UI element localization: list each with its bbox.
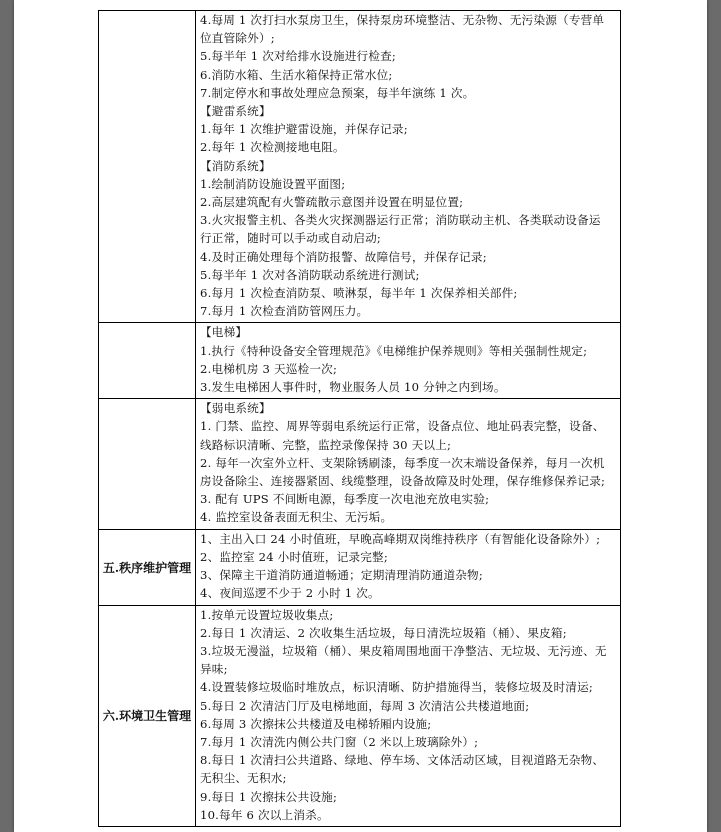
content-line: 【消防系统】 bbox=[200, 158, 271, 173]
category-cell bbox=[99, 399, 196, 529]
content-line: 线路标识清晰、完整，监控录像保持 30 天以上; bbox=[200, 437, 452, 452]
content-line: 1.绘制消防设施设置平面图; bbox=[200, 176, 346, 191]
content-line: 1.每年 1 次维护避雷设施，并保存记录; bbox=[200, 122, 408, 137]
content-cell bbox=[196, 399, 621, 529]
table-row bbox=[99, 323, 621, 399]
content-line: 3.发生电梯困人事件时，物业服务人员 10 分钟之内到场。 bbox=[200, 380, 506, 395]
content-line: 7.每月 1 次检查消防管网压力。 bbox=[200, 304, 369, 319]
content-line: 3.垃圾无漫溢，垃圾箱（桶）、果皮箱周围地面干净整洁、无垃圾、无污迹、无 bbox=[200, 643, 607, 658]
content-line: 7.每月 1 次清洗内侧公共门窗（2 米以上玻璃除外）; bbox=[200, 734, 479, 749]
content-line: 9.每日 1 次擦抹公共设施; bbox=[200, 789, 338, 804]
content-line: 1.执行《特种设备安全管理规范》《电梯维护保养规则》等相关强制性规定; bbox=[200, 343, 588, 358]
content-line: 2.高层建筑配有火警疏散示意图并设置在明显位置; bbox=[200, 195, 464, 210]
content-line: 2.电梯机房 3 天巡检一次; bbox=[200, 361, 338, 376]
document-page bbox=[14, 0, 707, 832]
content-line: 2. 每年一次室外立杆、支架除锈刷漆，每季度一次末端设备保养，每月一次机 bbox=[200, 455, 605, 470]
content-cell bbox=[196, 11, 621, 323]
content-line: 2、监控室 24 小时值班，记录完整; bbox=[200, 549, 388, 564]
content-line: 5.每半年 1 次对各消防联动系统进行测试; bbox=[200, 267, 420, 282]
content-line: 异味; bbox=[200, 662, 228, 677]
content-cell bbox=[196, 323, 621, 399]
content-line: 4.每周 1 次打扫水泵房卫生，保持泵房环境整洁、无杂物、无污染源（专营单 bbox=[200, 13, 605, 27]
content-line: 3. 配有 UPS 不间断电源，每季度一次电池充放电实验; bbox=[200, 492, 490, 507]
content-line: 2.每日 1 次清运、2 次收集生活垃圾，每日清洗垃圾箱（桶）、果皮箱; bbox=[200, 625, 567, 640]
content-line: 4.设置装修垃圾临时堆放点，标识清晰、防护措施得当，装修垃圾及时清运; bbox=[200, 680, 593, 695]
category-cell bbox=[99, 11, 196, 323]
content-line: 10.每年 6 次以上消杀。 bbox=[200, 807, 329, 822]
content-line: 位直管除外）; bbox=[200, 31, 275, 46]
content-line: 4.及时正确处理每个消防报警、故障信号，并保存记录; bbox=[200, 249, 487, 264]
category-cell bbox=[99, 323, 196, 399]
content-line: 行正常，随时可以手动或自动启动; bbox=[200, 231, 382, 246]
content-line: 1. 门禁、监控、周界等弱电系统运行正常，设备点位、地址码表完整，设备、 bbox=[200, 419, 605, 434]
content-line: 7.制定停水和事故处理应急预案，每半年演练 1 次。 bbox=[200, 85, 475, 100]
content-cell bbox=[196, 529, 621, 605]
content-line: 【电梯】 bbox=[200, 325, 248, 340]
table-row bbox=[99, 399, 621, 529]
content-line: 5.每日 2 次清洁门厅及电梯地面，每周 3 次清洁公共楼道地面; bbox=[200, 698, 530, 713]
content-line: 【弱电系统】 bbox=[200, 401, 271, 416]
content-cell bbox=[196, 605, 621, 826]
table-row bbox=[99, 605, 621, 826]
content-line: 【避雷系统】 bbox=[200, 104, 271, 119]
table-row bbox=[99, 11, 621, 323]
table-row bbox=[99, 529, 621, 605]
content-line: 1、主出入口 24 小时值班，早晚高峰期双岗维持秩序（有智能化设备除外）; bbox=[200, 531, 601, 546]
content-line: 2.每年 1 次检测接地电阻。 bbox=[200, 140, 345, 155]
content-line: 3.火灾报警主机、各类火灾探测器运行正常；消防联动主机、各类联动设备运 bbox=[200, 213, 601, 228]
content-line: 1.按单元设置垃圾收集点; bbox=[200, 607, 334, 622]
content-line: 8.每日 1 次清扫公共道路、绿地、停车场、文体活动区域，目视道路无杂物、 bbox=[200, 753, 605, 768]
content-line: 房设备除尘、连接器紧固、线缆整理，设备故障及时处理，保存维修保养记录; bbox=[200, 474, 606, 489]
content-line: 4、夜间巡逻不少于 2 小时 1 次。 bbox=[200, 586, 380, 601]
category-cell: 六.环境卫生管理 bbox=[99, 605, 196, 826]
content-line: 5.每半年 1 次对给排水设施进行检查; bbox=[200, 49, 397, 64]
content-line: 3、保障主干道消防通道畅通；定期清理消防通道杂物; bbox=[200, 568, 483, 583]
content-line: 6.消防水箱、生活水箱保持正常水位; bbox=[200, 67, 393, 82]
content-line: 6.每月 1 次检查消防泵、喷淋泵，每半年 1 次保养相关部件; bbox=[200, 286, 518, 301]
category-cell: 五.秩序维护管理 bbox=[99, 529, 196, 605]
content-line: 4. 监控室设备表面无积尘、无污垢。 bbox=[200, 510, 393, 525]
service-standard-table bbox=[98, 10, 621, 827]
content-line: 无积尘、无积水; bbox=[200, 771, 287, 786]
content-line: 6.每周 3 次擦抹公共楼道及电梯轿厢内设施; bbox=[200, 716, 432, 731]
